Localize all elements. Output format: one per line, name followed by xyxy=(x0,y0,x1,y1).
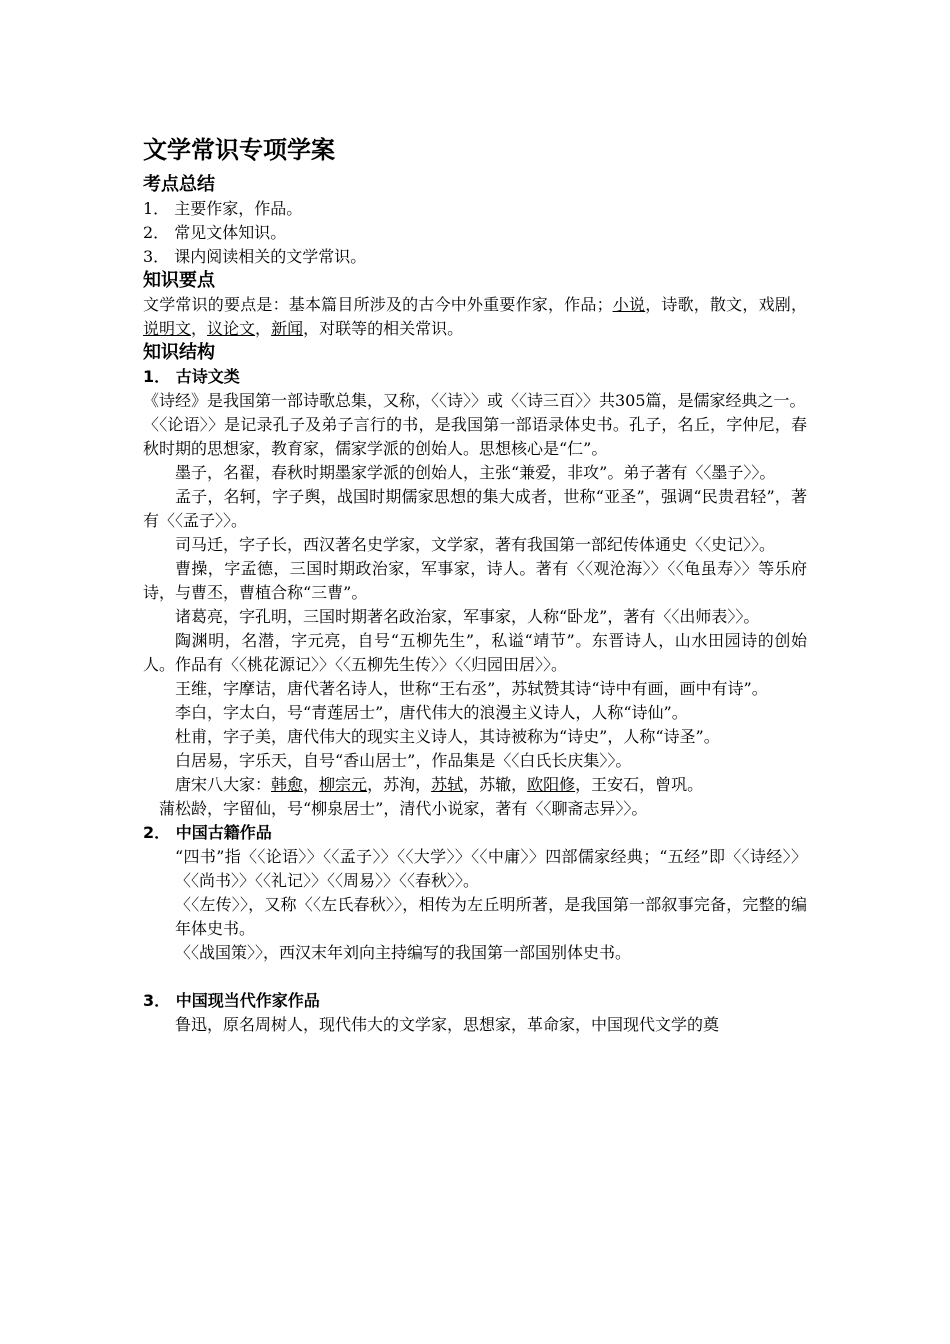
underlined-term: 新闻 xyxy=(271,319,304,338)
underlined-term: 说明文 xyxy=(143,319,192,338)
paragraph: 蒲松龄，字留仙，号“柳泉居士”，清代小说家，著有〈〈聊斋志异〉〉。 xyxy=(159,799,648,818)
kaodian-item: 3． 课内阅读相关的文学常识。 xyxy=(143,247,367,266)
paragraph: “四书”指〈〈论语〉〉〈〈孟子〉〉〈〈大学〉〉〈〈中庸〉〉四部儒家经典；“五经”即〈〈诗经〉〉〈〈尚书〉〉〈〈礼记〉〉〈〈周易〉〉〈〈春秋〉〉。 xyxy=(175,847,807,890)
paragraph: 〈〈左传〉〉，又称〈〈左氏春秋〉〉，相传为左丘明所著，是我国第一部叙事完备，完整的编年体史书。 xyxy=(175,895,807,938)
kaodian-item: 1． 主要作家，作品。 xyxy=(143,199,303,218)
paragraph: 杜甫，字子美，唐代伟大的现实主义诗人，其诗被称为“诗史”，人称“诗圣”。 xyxy=(175,727,720,746)
paragraph: 白居易，字乐天，自号“香山居士”，作品集是〈〈白氏长庆集〉〉。 xyxy=(175,751,632,770)
underlined-term: 欧阳修 xyxy=(527,775,576,794)
paragraph: 曹操，字孟德，三国时期政治家，军事家，诗人。著有〈〈观沧海〉〉〈〈龟虽寿〉〉等乐府诗，与曹丕，曹植合称“三曹”。 xyxy=(143,559,807,602)
text-run: ，诗歌，散文，戏剧， xyxy=(645,295,807,314)
kaodian-item: 2． 常见文体知识。 xyxy=(143,223,287,242)
heading-zhishi: 知识要点 xyxy=(143,270,215,291)
paragraph: 《诗经》是我国第一部诗歌总集，又称，〈〈诗〉〉或〈〈诗三百〉〉共305篇，是儒家经典之一。 xyxy=(143,391,806,410)
paragraph: 司马迁，字子长，西汉著名史学家，文学家，著有我国第一部纪传体通史〈〈史记〉〉。 xyxy=(175,535,776,554)
paragraph: 诸葛亮，字孔明，三国时期著名政治家，军事家，人称“卧龙”，著有〈〈出师表〉〉。 xyxy=(175,607,760,626)
section2-block xyxy=(143,845,807,965)
text-run: ，苏洵， xyxy=(367,775,432,794)
document-content xyxy=(143,133,807,1037)
document-title: 文学常识专项学案 xyxy=(143,136,335,164)
text-run: ， xyxy=(303,775,320,794)
underlined-term: 柳宗元 xyxy=(319,775,368,794)
paragraph: 王维，字摩诘，唐代著名诗人，世称“王右丞”，苏轼赞其诗“诗中有画，画中有诗”。 xyxy=(175,679,768,698)
section-heading: 1． 古诗文类 xyxy=(143,367,240,386)
text-run: ， xyxy=(255,319,272,338)
paragraph-tangsong xyxy=(143,773,807,797)
underlined-term: 小说 xyxy=(612,295,646,314)
text-run: ，苏辙， xyxy=(463,775,528,794)
paragraph: 陶渊明，名潜，字元亮，自号“五柳先生”，私谥“靖节”。东晋诗人，山水田园诗的创始人。作品有〈〈桃花源记〉〉〈〈五柳先生传〉〉〈〈归园田居〉〉。 xyxy=(143,631,807,674)
heading-jiegou: 知识结构 xyxy=(143,342,215,363)
text-run: ，对联等的相关常识。 xyxy=(303,319,464,338)
underlined-term: 韩愈 xyxy=(271,775,304,794)
paragraph: 李白，字太白，号“青莲居士”，唐代伟大的浪漫主义诗人，人称“诗仙”。 xyxy=(175,703,688,722)
text-run: 文学常识的要点是：基本篇目所涉及的古今中外重要作家，作品； xyxy=(143,295,613,314)
paragraph: 墨子，名翟，春秋时期墨家学派的创始人，主张“兼爱，非攻”。弟子著有〈〈墨子〉〉。 xyxy=(175,463,776,482)
zhishi-paragraph xyxy=(143,293,807,341)
underlined-term: 议论文 xyxy=(207,319,256,338)
text-run: ，王安石，曾巩。 xyxy=(575,775,704,794)
underlined-term: 苏轼 xyxy=(431,775,464,794)
paragraph: 鲁迅，原名周树人，现代伟大的文学家，思想家，革命家，中国现代文学的奠 xyxy=(175,1015,720,1034)
text-run: ， xyxy=(191,319,208,338)
paragraph: 〈〈论语〉〉是记录孔子及弟子言行的书，是我国第一部语录体史书。孔子，名丘，字仲尼，春秋时期的思想家，教育家，儒家学派的创始人。思想核心是“仁”。 xyxy=(143,415,807,458)
heading-kaodian: 考点总结 xyxy=(143,174,215,195)
blank-line xyxy=(143,965,807,989)
paragraph: 孟子，名轲，字子舆，战国时期儒家思想的集大成者，世称“亚圣”，强调“民贵君轻”，著有〈〈孟子〉〉。 xyxy=(143,487,807,530)
paragraph: 〈〈战国策〉〉，西汉末年刘向主持编写的我国第一部国别体史书。 xyxy=(175,943,632,962)
text-run: 唐宋八大家： xyxy=(175,775,272,794)
section-heading: 2． 中国古籍作品 xyxy=(143,823,272,842)
section-heading: 3． 中国现当代作家作品 xyxy=(143,991,320,1010)
